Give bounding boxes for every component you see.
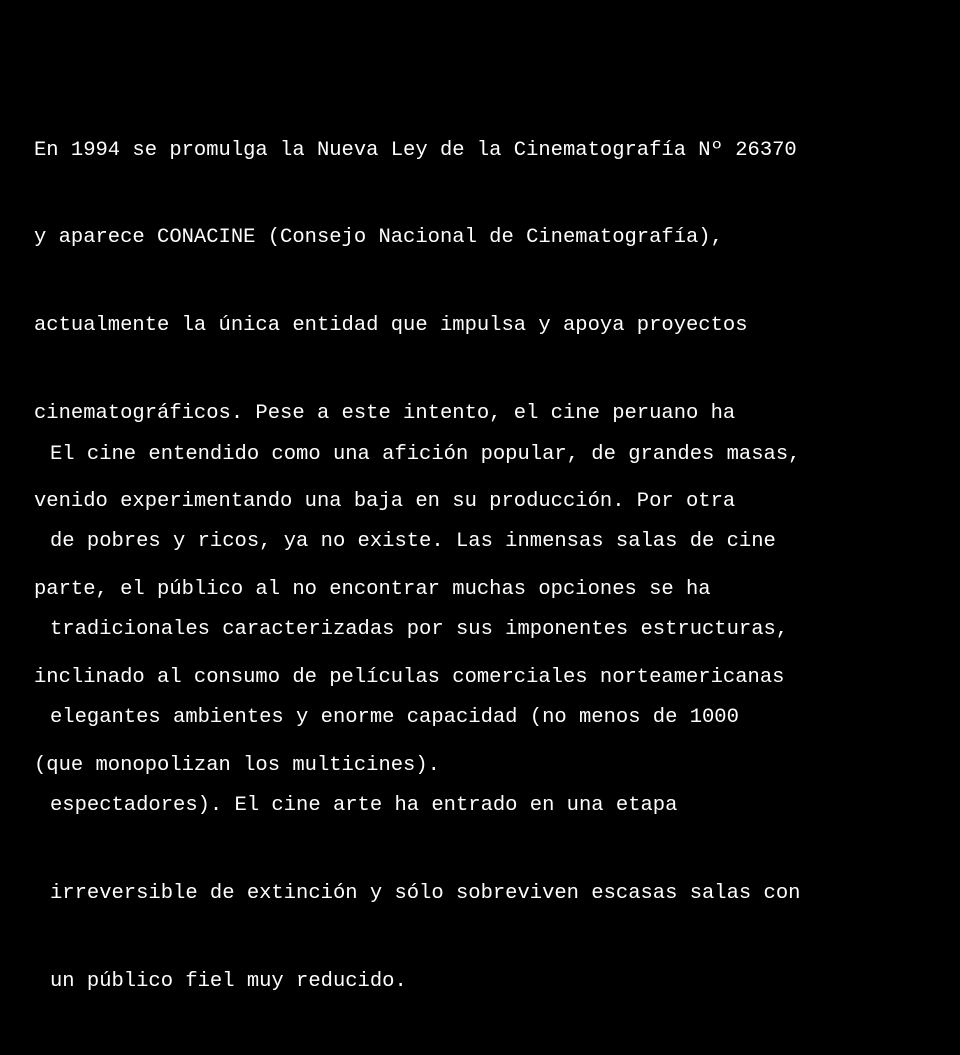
text-line: (que monopolizan los multicines).: [34, 753, 440, 777]
text-line: El cine entendido como una afición popular, de grandes masas,: [50, 442, 801, 466]
text-line: tradicionales caracterizadas por sus imponentes estructuras,: [50, 618, 789, 642]
text-line: y aparece CONACINE (Consejo Nacional de Cinematografía),: [34, 226, 723, 250]
text-line: un público fiel muy reducido.: [50, 969, 407, 993]
text-line: espectadores). El cine arte ha entrado en una etapa: [50, 794, 678, 818]
text-line: cinematográficos. Pese a este intento, el cine peruano ha: [34, 402, 736, 426]
text-line: actualmente la única entidad que impulsa y apoya proyectos: [34, 314, 748, 338]
paragraph-cinema-decline: [50, 381, 800, 1055]
text-line: inclinado al consumo de películas comerciales norteamericanas: [34, 665, 785, 689]
text-line: En 1994 se promulga la Nueva Ley de la Cinematografía Nº 26370: [34, 138, 797, 162]
text-line: irreversible de extinción y sólo sobreviven escasas salas con: [50, 882, 801, 906]
text-line: parte, el público al no encontrar muchas opciones se ha: [34, 578, 711, 602]
text-line: de pobres y ricos, ya no existe. Las inmensas salas de cine: [50, 530, 776, 554]
text-line: elegantes ambientes y enorme capacidad (no menos de 1000: [50, 706, 739, 730]
text-line: venido experimentando una baja en su producción. Por otra: [34, 490, 736, 514]
